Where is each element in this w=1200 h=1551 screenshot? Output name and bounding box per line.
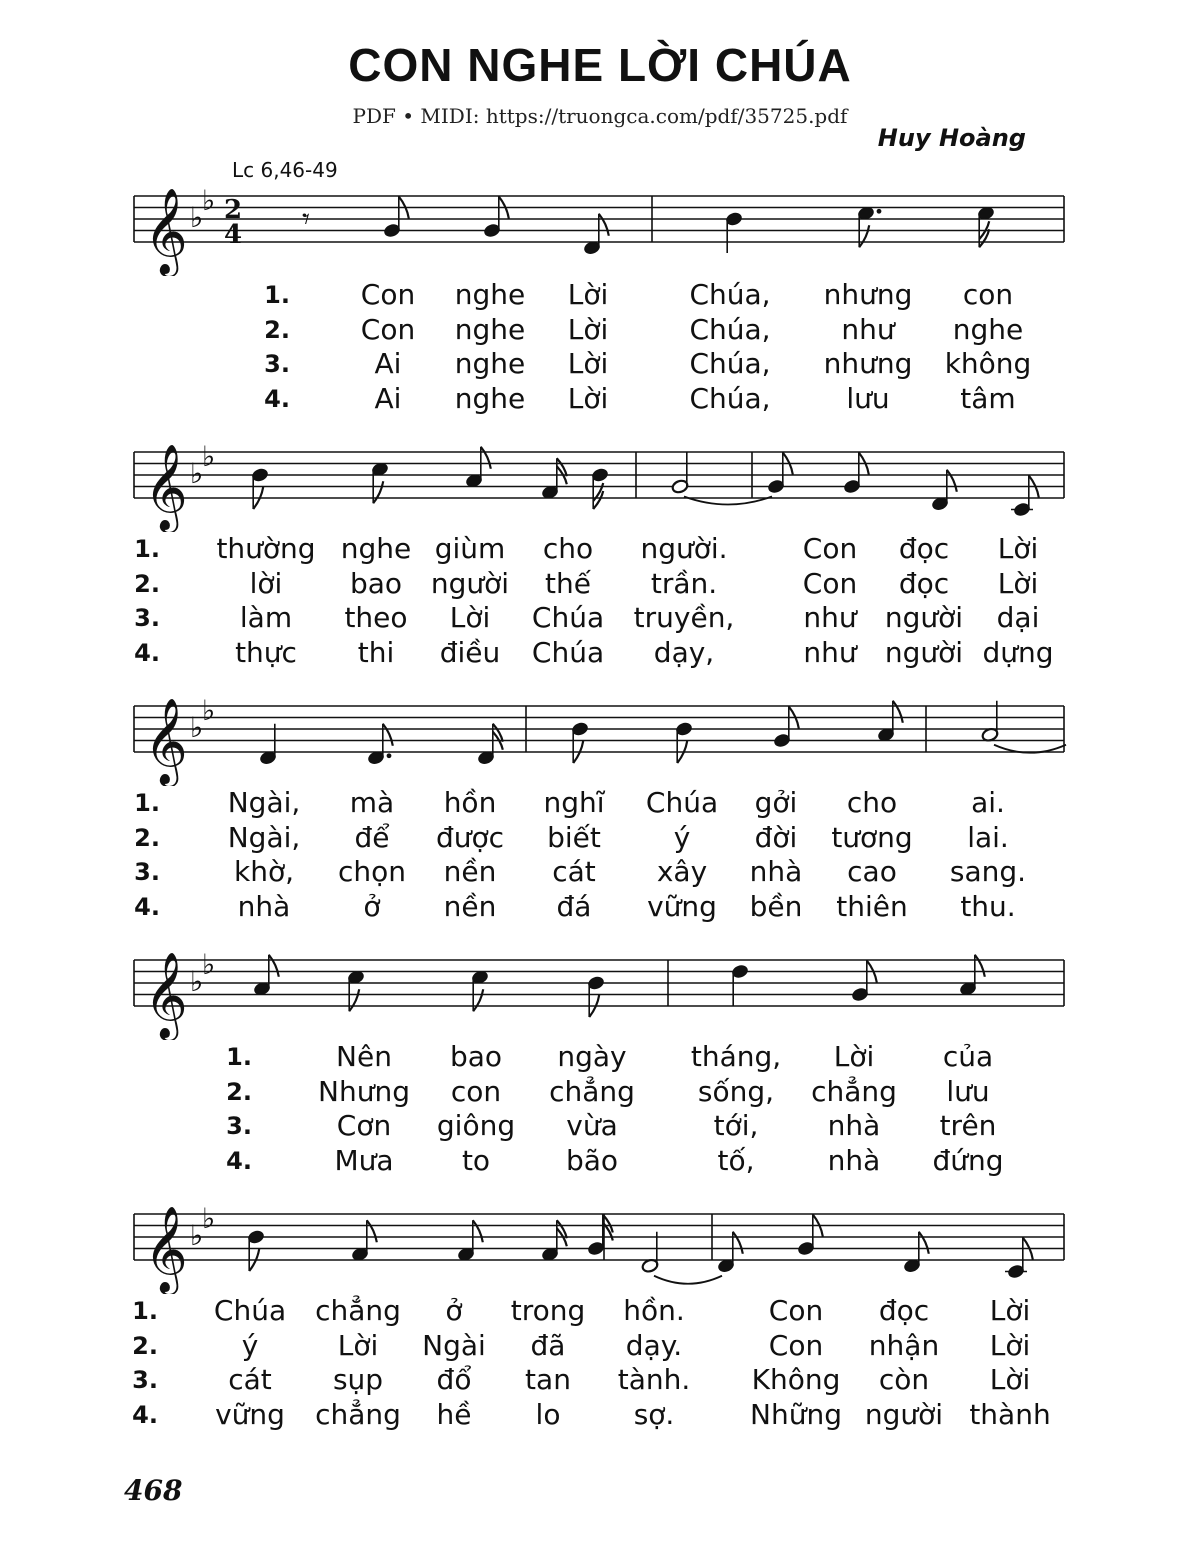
- lyric-syllable: để: [354, 820, 390, 854]
- verse-number: 2.: [226, 1077, 252, 1106]
- lyric-syllable: đổ: [436, 1363, 472, 1396]
- lyric-syllable: Lời: [989, 1363, 1031, 1396]
- lyric-syllable: đọc: [898, 566, 950, 600]
- lyric-syllable: thế: [545, 566, 591, 600]
- lyric-syllable: Chúa,: [689, 278, 771, 311]
- lyric-syllable: hồn: [443, 786, 497, 819]
- lyric-syllable: dạy.: [625, 1328, 683, 1362]
- lyric-syllable: nhưng: [823, 347, 913, 380]
- note-dot: [877, 209, 882, 214]
- lyric-syllable: Con: [802, 566, 858, 600]
- lyric-syllable: người: [884, 601, 964, 634]
- verse-number: 3.: [132, 1366, 158, 1394]
- lyric-syllable: Không: [751, 1363, 841, 1396]
- lyric-syllable: như: [803, 635, 857, 669]
- treble-clef-icon: 𝄞: [144, 952, 188, 1038]
- lyric-syllable: lai.: [967, 820, 1009, 854]
- lyric-syllable: trần.: [650, 566, 718, 600]
- lyric-syllable: Lời: [567, 347, 609, 380]
- lyric-syllable: nghe: [454, 381, 526, 415]
- lyric-syllable: con: [962, 278, 1014, 311]
- lyric-syllable: cát: [228, 1363, 272, 1396]
- lyric-syllable: dại: [996, 601, 1040, 634]
- eighth-rest-icon: 𝄾: [302, 202, 310, 237]
- note-flag: [733, 1232, 743, 1254]
- lyric-syllable: bao: [349, 566, 403, 600]
- composer: Huy Hoàng: [877, 124, 1026, 152]
- lyric-syllable: ai.: [971, 786, 1005, 819]
- lyric-syllable: hề: [436, 1397, 472, 1431]
- lyric-syllable: của: [942, 1040, 994, 1073]
- lyric-syllable: Chúa: [531, 635, 605, 669]
- lyric-syllable: Lời: [449, 601, 491, 634]
- flat-icon: ♭: [202, 440, 216, 473]
- treble-clef-icon: 𝄞: [144, 698, 188, 784]
- lyric-syllable: vững: [647, 889, 717, 923]
- lyric-syllable: Con: [768, 1294, 824, 1327]
- lyric-syllable: chẳng: [315, 1397, 401, 1431]
- note-dot: [387, 753, 392, 758]
- note-flag: [373, 481, 383, 503]
- lyric-syllable: ở: [445, 1294, 463, 1327]
- lyric-syllable: Chúa: [531, 601, 605, 634]
- note-flag: [947, 470, 957, 492]
- lyric-syllable: cho: [846, 786, 898, 819]
- page-number: 468: [124, 1474, 183, 1507]
- verse-number: 4.: [264, 384, 290, 413]
- lyric-syllable: ngày: [557, 1040, 627, 1073]
- lyric-syllable: sang.: [949, 855, 1027, 888]
- flat-icon: ♭: [190, 201, 204, 234]
- lyric-syllable: xây: [656, 855, 708, 888]
- lyric-syllable: Lời: [337, 1328, 379, 1362]
- verse-number: 3.: [134, 604, 160, 632]
- lyric-syllable: Cơn: [336, 1109, 392, 1142]
- note-flag: [599, 214, 609, 236]
- time-signature-bottom: 4: [224, 220, 243, 250]
- lyric-syllable: bao: [449, 1040, 503, 1073]
- song-title: CON NGHE LỜI CHÚA: [348, 39, 852, 91]
- lyric-syllable: không: [944, 347, 1032, 380]
- note-flag: [367, 1220, 377, 1242]
- lyric-syllable: Lời: [833, 1040, 875, 1073]
- verse-number: 1.: [264, 281, 290, 309]
- verse-number: 2.: [264, 315, 290, 344]
- lyric-syllable: cao: [847, 855, 897, 888]
- lyric-syllable: nghe: [454, 312, 526, 346]
- lyric-syllable: mà: [349, 786, 395, 819]
- lyric-syllable: tành.: [617, 1363, 691, 1396]
- verse-number: 3.: [264, 350, 290, 378]
- lyric-syllable: Nên: [336, 1040, 392, 1073]
- verse-number: 2.: [134, 569, 160, 598]
- lyric-syllable: thường: [216, 532, 316, 565]
- lyric-syllable: như: [841, 312, 895, 346]
- flat-icon: ♭: [202, 948, 216, 981]
- note-flag: [473, 989, 483, 1011]
- flat-icon: ♭: [202, 694, 216, 727]
- music-staff: [0, 422, 1200, 532]
- verse-number: 4.: [226, 1146, 252, 1175]
- lyric-syllable: trên: [939, 1109, 997, 1142]
- lyric-syllable: truyền,: [633, 601, 735, 634]
- lyric-syllable: Ai: [374, 381, 402, 415]
- lyric-syllable: tâm: [960, 381, 1016, 415]
- music-staff: [0, 1184, 1200, 1294]
- lyric-syllable: Ngài,: [227, 786, 301, 819]
- lyric-syllable: nhà: [749, 855, 803, 888]
- lyric-syllable: người.: [640, 532, 728, 565]
- lyric-syllable: Chúa: [645, 786, 719, 819]
- lyric-syllable: bền: [749, 889, 803, 923]
- lyric-syllable: nền: [443, 889, 497, 923]
- time-signature-top: 2: [224, 195, 243, 225]
- lyric-syllable: Con: [802, 532, 858, 565]
- lyric-syllable: trong: [510, 1294, 586, 1327]
- lyric-syllable: chẳng: [549, 1074, 635, 1108]
- lyric-syllable: đời: [754, 820, 798, 854]
- scripture-reference: Lc 6,46-49: [232, 158, 338, 182]
- treble-clef-icon: 𝄞: [144, 1206, 188, 1292]
- lyric-syllable: tới,: [713, 1109, 759, 1142]
- lyric-syllable: nhà: [237, 889, 291, 923]
- lyric-syllable: người: [864, 1397, 944, 1431]
- lyric-syllable: theo: [344, 601, 408, 634]
- note-flag: [473, 1220, 483, 1242]
- lyric-syllable: Lời: [567, 312, 609, 346]
- lyric-syllable: nhà: [827, 1109, 881, 1142]
- note-flag: [919, 1232, 929, 1254]
- lyric-syllable: ở: [363, 889, 381, 923]
- note-flag: [859, 225, 869, 247]
- lyric-syllable: tan: [525, 1363, 571, 1396]
- flat-icon: ♭: [190, 965, 204, 998]
- lyric-syllable: Lời: [997, 566, 1039, 600]
- verse-number: 3.: [226, 1112, 252, 1140]
- treble-clef-icon: 𝄞: [144, 188, 188, 274]
- lyric-syllable: biết: [547, 820, 601, 854]
- flat-icon: ♭: [190, 457, 204, 490]
- lyric-syllable: người: [884, 635, 964, 669]
- lyric-syllable: lời: [249, 566, 283, 600]
- lyric-syllable: Chúa: [213, 1294, 287, 1327]
- lyric-syllable: cho: [542, 532, 594, 565]
- lyric-syllable: nhận: [868, 1328, 940, 1362]
- lyric-syllable: lưu: [846, 381, 890, 415]
- lyric-syllable: làm: [239, 601, 293, 634]
- lyric-syllable: thiên: [836, 889, 908, 923]
- lyric-syllable: to: [461, 1143, 491, 1177]
- verse-number: 2.: [132, 1331, 158, 1360]
- lyric-syllable: nghe: [454, 347, 526, 380]
- lyric-syllable: Ai: [374, 347, 402, 380]
- lyric-syllable: đứng: [932, 1143, 1004, 1177]
- verse-number: 2.: [134, 823, 160, 852]
- lyric-syllable: Lời: [997, 532, 1039, 565]
- lyric-syllable: như: [803, 601, 857, 634]
- lyric-syllable: sống,: [697, 1074, 775, 1108]
- lyric-syllable: Nhưng: [318, 1074, 410, 1108]
- verse-number: 1.: [132, 1297, 158, 1325]
- lyric-syllable: chọn: [337, 855, 407, 888]
- note-flag: [975, 955, 985, 977]
- lyric-syllable: nền: [443, 855, 497, 888]
- lyric-syllable: nghĩ: [543, 786, 605, 819]
- verse-number: 3.: [134, 858, 160, 886]
- flat-icon: ♭: [190, 1219, 204, 1252]
- flat-icon: ♭: [202, 184, 216, 217]
- lyric-syllable: Lời: [567, 278, 609, 311]
- flat-icon: ♭: [190, 711, 204, 744]
- lyric-syllable: ý: [241, 1328, 259, 1362]
- lyric-syllable: thi: [357, 635, 395, 669]
- tie: [654, 1276, 722, 1284]
- lyric-syllable: dựng: [982, 635, 1054, 669]
- lyric-syllable: điều: [439, 635, 501, 669]
- verse-number: 4.: [132, 1400, 158, 1429]
- lyric-syllable: Ngài: [422, 1328, 486, 1362]
- verse-number: 4.: [134, 638, 160, 667]
- lyric-syllable: Con: [360, 278, 416, 311]
- treble-clef-icon: 𝄞: [144, 444, 188, 530]
- note-flag: [269, 955, 279, 977]
- lyric-syllable: lo: [535, 1397, 561, 1431]
- lyric-syllable: vừa: [566, 1109, 618, 1142]
- lyric-syllable: Con: [360, 312, 416, 346]
- lyric-syllable: nhà: [827, 1143, 881, 1177]
- music-staff: [0, 676, 1200, 786]
- lyric-syllable: đã: [530, 1328, 566, 1362]
- lyric-syllable: tố,: [717, 1143, 755, 1177]
- lyric-syllable: đọc: [878, 1294, 930, 1327]
- lyric-syllable: dạy,: [653, 635, 715, 669]
- lyric-syllable: Chúa,: [689, 347, 771, 380]
- lyric-syllable: tháng,: [690, 1040, 782, 1073]
- lyric-syllable: Chúa,: [689, 312, 771, 346]
- lyric-syllable: sụp: [332, 1363, 384, 1396]
- music-staff: [0, 166, 1200, 276]
- lyric-syllable: tương: [831, 820, 913, 854]
- lyric-syllable: chẳng: [811, 1074, 897, 1108]
- lyric-syllable: Lời: [567, 381, 609, 415]
- note-flag: [349, 989, 359, 1011]
- lyric-syllable: nghe: [454, 278, 526, 311]
- lyric-syllable: thành: [969, 1397, 1051, 1431]
- lyric-syllable: Mưa: [334, 1143, 394, 1177]
- lyric-syllable: gởi: [754, 786, 798, 819]
- lyric-syllable: được: [435, 820, 505, 854]
- lyric-syllable: đọc: [898, 532, 950, 565]
- lyric-syllable: Chúa,: [689, 381, 771, 415]
- source-line: PDF • MIDI: https://truongca.com/pdf/35725.pdf: [352, 104, 848, 128]
- lyric-syllable: lưu: [946, 1074, 990, 1108]
- lyric-syllable: Những: [750, 1397, 842, 1431]
- lyric-syllable: người: [430, 566, 510, 600]
- lyric-syllable: chẳng: [315, 1294, 401, 1327]
- lyric-syllable: Ngài,: [227, 820, 301, 854]
- note-flag: [893, 701, 903, 723]
- verse-number: 1.: [134, 789, 160, 817]
- lyric-syllable: bão: [565, 1143, 619, 1177]
- verse-number: 1.: [134, 535, 160, 563]
- verse-number: 4.: [134, 892, 160, 921]
- lyric-syllable: cát: [552, 855, 596, 888]
- lyric-syllable: giông: [436, 1109, 516, 1142]
- lyric-syllable: con: [450, 1074, 502, 1108]
- verse-number: 1.: [226, 1043, 252, 1071]
- lyric-syllable: nghe: [340, 532, 412, 565]
- lyric-syllable: Lời: [989, 1328, 1031, 1362]
- note-flag: [383, 724, 393, 746]
- lyric-syllable: thu.: [960, 889, 1016, 923]
- note-flag: [481, 447, 491, 469]
- music-staff: [0, 930, 1200, 1040]
- flat-icon: ♭: [202, 1202, 216, 1235]
- lyric-syllable: Con: [768, 1328, 824, 1362]
- lyric-syllable: hồn.: [623, 1294, 685, 1327]
- lyric-syllable: khờ,: [234, 855, 294, 888]
- lyric-syllable: sợ.: [633, 1397, 675, 1431]
- lyric-syllable: vững: [215, 1397, 285, 1431]
- lyric-syllable: ý: [673, 820, 691, 854]
- lyric-syllable: đá: [556, 889, 592, 923]
- lyric-syllable: giùm: [434, 532, 506, 565]
- lyric-syllable: thực: [235, 635, 297, 669]
- lyric-syllable: Lời: [989, 1294, 1031, 1327]
- lyric-syllable: nhưng: [823, 278, 913, 311]
- lyric-syllable: nghe: [952, 312, 1024, 346]
- lyric-syllable: còn: [878, 1363, 930, 1396]
